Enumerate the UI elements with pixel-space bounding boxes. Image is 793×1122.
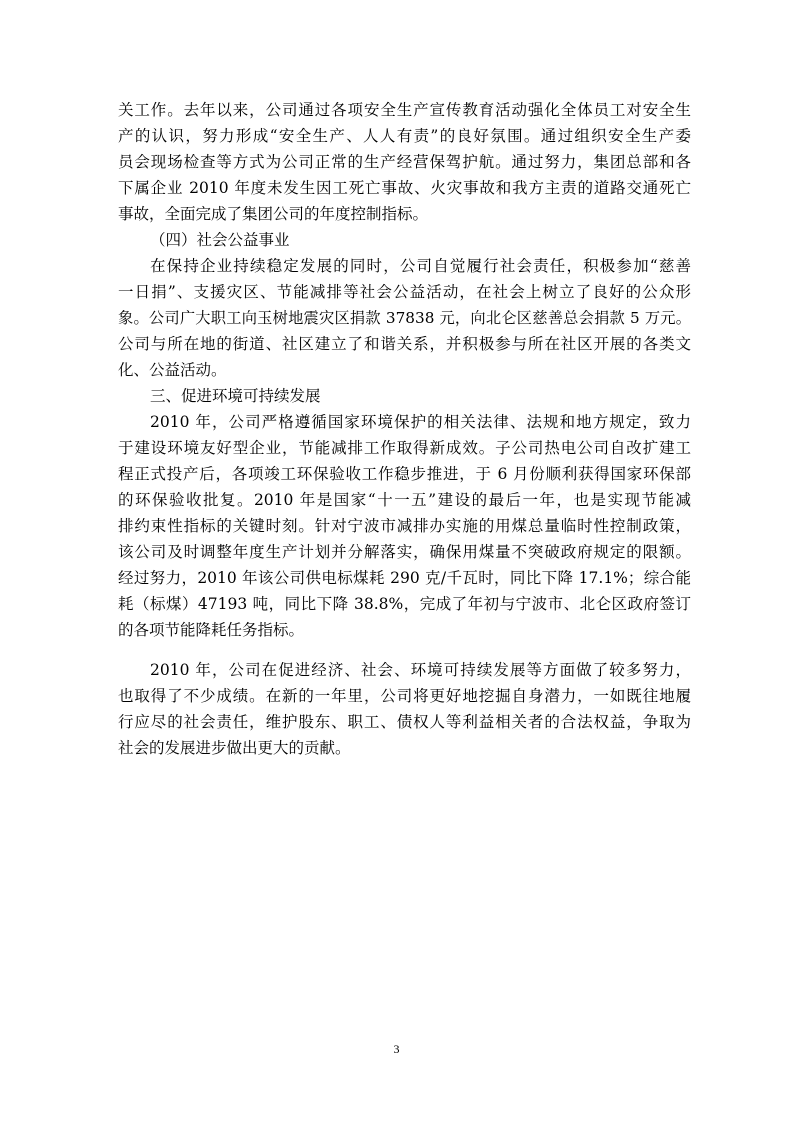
text-line: 员会现场检查等方式为公司正常的生产经营保驾护航。通过努力，集团总部和各 — [118, 153, 691, 171]
text-line: 一日捐”、支援灾区、节能减排等社会公益活动，在社会上树立了良好的公众形 — [118, 283, 691, 301]
text-line: 化、公益活动。 — [118, 361, 227, 379]
section-heading-public-welfare: （四）社会公益事业 — [150, 231, 290, 249]
text-line: 行应尽的社会责任，维护股东、职工、债权人等利益相关者的合法权益，争取为 — [118, 713, 691, 731]
text-line: 经过努力，2010 年该公司供电标煤耗 290 克/千瓦时，同比下降 17.1%；综合能 — [118, 569, 691, 587]
text-line: 2010 年，公司在促进经济、社会、环境可持续发展等方面做了较多努力， — [150, 661, 691, 679]
text-line: 事故，全面完成了集团公司的年度控制指标。 — [118, 205, 429, 223]
text-line: 耗（标煤）47193 吨，同比下降 38.8%，完成了年初与宁波市、北仑区政府签订 — [118, 595, 691, 613]
text-line: 的环保验收批复。2010 年是国家“十一五”建设的最后一年，也是实现节能减 — [118, 491, 691, 509]
text-line: 该公司及时调整年度生产计划并分解落实，确保用煤量不突破政府规定的限额。 — [118, 543, 691, 561]
text-line: 排约束性指标的关键时刻。针对宁波市减排办实施的用煤总量临时性控制政策， — [118, 517, 691, 535]
text-line: 关工作。去年以来，公司通过各项安全生产宣传教育活动强化全体员工对安全生 — [118, 101, 691, 119]
text-line: 象。公司广大职工向玉树地震灾区捐款 37838 元，向北仑区慈善总会捐款 5 万元。 — [118, 309, 691, 327]
text-line: 社会的发展进步做出更大的贡献。 — [118, 739, 351, 757]
text-line: 公司与所在地的街道、社区建立了和谐关系，并积极参与所在社区开展的各类文 — [118, 335, 691, 353]
section-heading-environment: 三、促进环境可持续发展 — [150, 387, 321, 405]
text-line: 也取得了不少成绩。在新的一年里，公司将更好地挖掘自身潜力，一如既往地履 — [118, 687, 691, 705]
page-number: 3 — [393, 1042, 400, 1056]
text-line: 程正式投产后，各项竣工环保验收工作稳步推进，于 6 月份顺利获得国家环保部 — [118, 465, 691, 483]
text-line: 产的认识，努力形成“安全生产、人人有责”的良好氛围。通过组织安全生产委 — [118, 127, 691, 145]
text-line: 的各项节能降耗任务指标。 — [118, 621, 305, 639]
text-line: 2010 年，公司严格遵循国家环境保护的相关法律、法规和地方规定，致力 — [150, 413, 691, 431]
text-line: 于建设环境友好型企业，节能减排工作取得新成效。子公司热电公司自改扩建工 — [118, 439, 691, 457]
text-line: 下属企业 2010 年度未发生因工死亡事故、火灾事故和我方主责的道路交通死亡 — [118, 179, 691, 197]
text-line: 在保持企业持续稳定发展的同时，公司自觉履行社会责任，积极参加“慈善 — [150, 257, 691, 275]
